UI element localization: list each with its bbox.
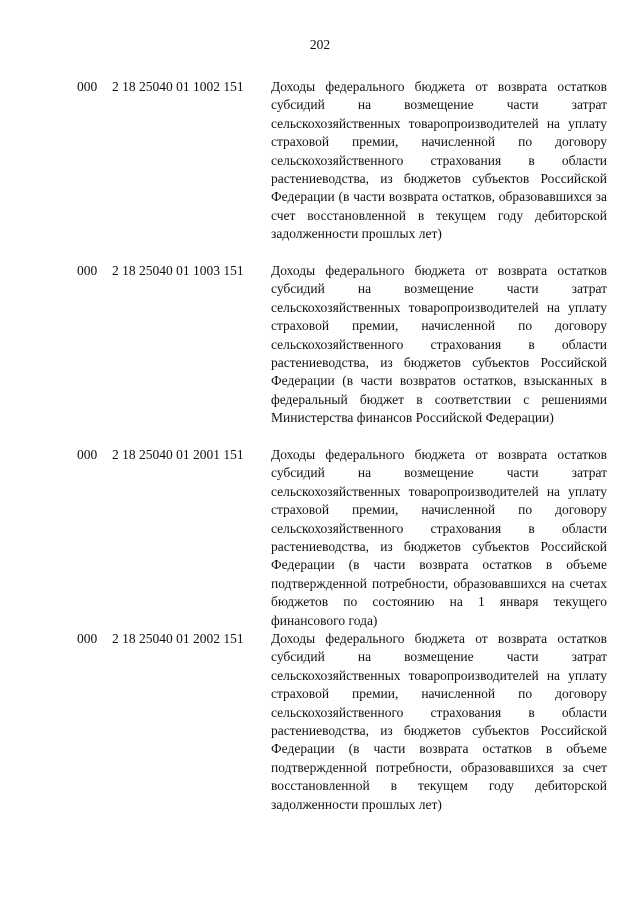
page-number: 202 (309, 37, 331, 52)
kbk-description: Доходы федерального бюджета от возврата остатков субсидий на возмещение части затрат сельскохозяйственных товаропроизводителей на уплату страховой премии, начисленной по договору сельскохозяйственного страхования в области растениеводства, из бюджетов субъектов Российской Федерации (в части возврата остатков в объеме подтвержденной потребности, образовавшихся за счет восстановленной в текущем году дебиторской задолженности прошлых лет) (271, 631, 607, 812)
kbk-entry (0, 446, 640, 630)
kbk-code: 2 18 25040 01 1002 151 (112, 79, 244, 94)
admin-code: 000 (77, 447, 98, 462)
kbk-description: Доходы федерального бюджета от возврата остатков субсидий на возмещение части затрат сельскохозяйственных товаропроизводителей на уплату страховой премии, начисленной по договору сельскохозяйственного страхования в области растениеводства, из бюджетов субъектов Российской Федерации (в части возвратов остатков, взысканных в федеральный бюджет в соответствии с решениями Министерства финансов Российской Федерации) (271, 263, 607, 426)
admin-code: 000 (77, 263, 98, 278)
kbk-entry (0, 262, 640, 446)
kbk-entry (0, 78, 640, 262)
kbk-description: Доходы федерального бюджета от возврата остатков субсидий на возмещение части затрат сельскохозяйственных товаропроизводителей на уплату страховой премии, начисленной по договору сельскохозяйственного страхования в области растениеводства, из бюджетов субъектов Российской Федерации (в части возврата остатков, образовавшихся за счет восстановленной в текущем году дебиторской задолженности прошлых лет) (271, 79, 607, 242)
admin-code: 000 (77, 79, 98, 94)
kbk-code: 2 18 25040 01 2002 151 (112, 631, 244, 646)
kbk-entry (0, 630, 640, 830)
kbk-code: 2 18 25040 01 2001 151 (112, 447, 244, 462)
kbk-description: Доходы федерального бюджета от возврата остатков субсидий на возмещение части затрат сельскохозяйственных товаропроизводителей на уплату страховой премии, начисленной по договору сельскохозяйственного страхования в области растениеводства, из бюджетов субъектов Российской Федерации (в части возврата остатков в объеме подтвержденной потребности, образовавшихся на счетах бюджетов по состоянию на 1 января текущего финансового года) (271, 447, 607, 628)
kbk-code: 2 18 25040 01 1003 151 (112, 263, 244, 278)
admin-code: 000 (77, 631, 98, 646)
kbk-list (0, 78, 640, 830)
